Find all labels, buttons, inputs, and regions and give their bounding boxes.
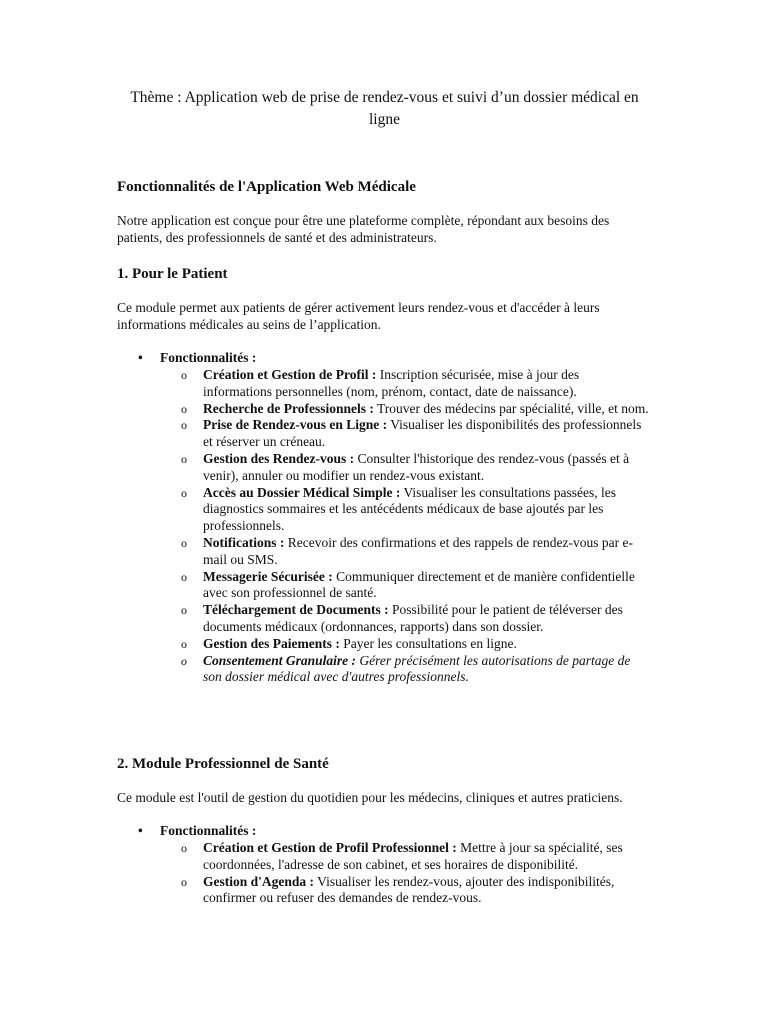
circle-bullet-icon: o (181, 418, 187, 433)
item-label: Gestion d'Agenda : (203, 873, 315, 889)
list-item (181, 653, 651, 687)
item-text: Gérer précisément les autorisations de partage de son dossier médical avec d'autres professionnels. (203, 652, 631, 685)
item-label: Messagerie Sécurisée : (203, 568, 333, 584)
section2-bullet-label: Fonctionnalités : (160, 823, 257, 838)
item-label: Prise de Rendez-vous en Ligne : (203, 417, 388, 433)
item-text: Recevoir des confirmations et des rappels de rendez-vous par e-mail ou SMS. (203, 534, 633, 567)
item-label: Gestion des Rendez-vous : (203, 450, 355, 466)
list-item (181, 485, 651, 535)
circle-bullet-icon: o (181, 535, 187, 550)
circle-bullet-icon: o (181, 401, 187, 416)
item-text: Trouver des médecins par spécialité, ville, et nom. (373, 400, 649, 416)
section1-feature-list (181, 367, 651, 686)
list-item (181, 602, 651, 636)
section1-intro: Ce module permet aux patients de gérer activement leurs rendez-vous et d'accéder à leurs informations médicales au seins de l’application. (117, 300, 600, 332)
main-title: Fonctionnalités de l'Application Web Médicale (117, 179, 416, 195)
list-item (181, 874, 651, 908)
section2-feature-list (181, 840, 651, 907)
section1-bullet (138, 350, 256, 367)
item-text: Visualiser les consultations passées, les diagnostics sommaires et les antécédents médicaux de base ajoutés par les professionnels. (203, 484, 617, 534)
item-text: Inscription sécurisée, mise à jour des informations personnelles (nom, prénom, contact, date de naissance). (203, 367, 580, 399)
list-item (181, 367, 651, 401)
list-item (181, 451, 651, 485)
section2-intro: Ce module est l'outil de gestion du quotidien pour les médecins, cliniques et autres praticiens. (117, 790, 623, 805)
item-label: Recherche de Professionnels : (203, 400, 374, 416)
circle-bullet-icon: o (181, 451, 187, 466)
list-item (181, 401, 651, 418)
item-label: Notifications : (203, 534, 285, 550)
circle-bullet-icon: o (181, 841, 187, 855)
bullet-dot: • (138, 823, 143, 838)
item-label: Consentement Granulaire : (203, 652, 357, 668)
item-text: Visualiser les disponibilités des professionnels et réserver un créneau. (203, 417, 642, 450)
item-label: Téléchargement de Documents : (203, 602, 389, 618)
item-text: Mettre à jour sa spécialité, ses coordonnées, l'adresse de son cabinet, et ses horaires de disponibilité. (203, 840, 623, 872)
section1-bullet-label: Fonctionnalités : (160, 350, 257, 365)
item-label: Création et Gestion de Profil Professionnel : (203, 840, 457, 855)
item-label: Création et Gestion de Profil : (203, 367, 377, 382)
item-label: Accès au Dossier Médical Simple : (203, 484, 401, 500)
circle-bullet-icon: o (181, 603, 187, 618)
list-item (181, 417, 651, 451)
item-text: Visualiser les rendez-vous, ajouter des indisponibilités, confirmer ou refuser des demandes de rendez-vous. (203, 873, 615, 906)
item-text: Consulter l'historique des rendez-vous (passés et à venir), annuler ou modifier un rendez-vous existant. (203, 450, 630, 483)
circle-bullet-icon: o (181, 569, 187, 584)
circle-bullet-icon: o (181, 368, 187, 382)
item-text: Communiquer directement et de manière confidentielle avec son professionnel de santé. (203, 568, 635, 601)
document-theme: Thème : Application web de prise de rendez-vous et suivi d’un dossier médical en ligne (130, 89, 639, 128)
list-item (181, 636, 651, 653)
bullet-dot: • (138, 350, 143, 365)
section2-bullet (138, 823, 256, 840)
section1-title: 1. Pour le Patient (117, 266, 228, 282)
circle-bullet-icon: o (181, 874, 187, 889)
intro-paragraph: Notre application est conçue pour être une plateforme complète, répondant aux besoins des patients, des professionnels de santé et des administrateurs. (117, 213, 610, 245)
circle-bullet-icon: o (181, 636, 187, 651)
item-label: Gestion des Paiements : (203, 635, 340, 651)
item-text: Payer les consultations en ligne. (339, 635, 517, 651)
list-item (181, 840, 651, 874)
list-item (181, 569, 651, 603)
circle-bullet-icon: o (181, 653, 187, 668)
circle-bullet-icon: o (181, 485, 187, 500)
list-item (181, 535, 651, 569)
section2-title: 2. Module Professionnel de Santé (117, 756, 329, 772)
item-text: Possibilité pour le patient de téléverser des documents médicaux (ordonnances, rapports) dans son dossier. (203, 602, 623, 634)
